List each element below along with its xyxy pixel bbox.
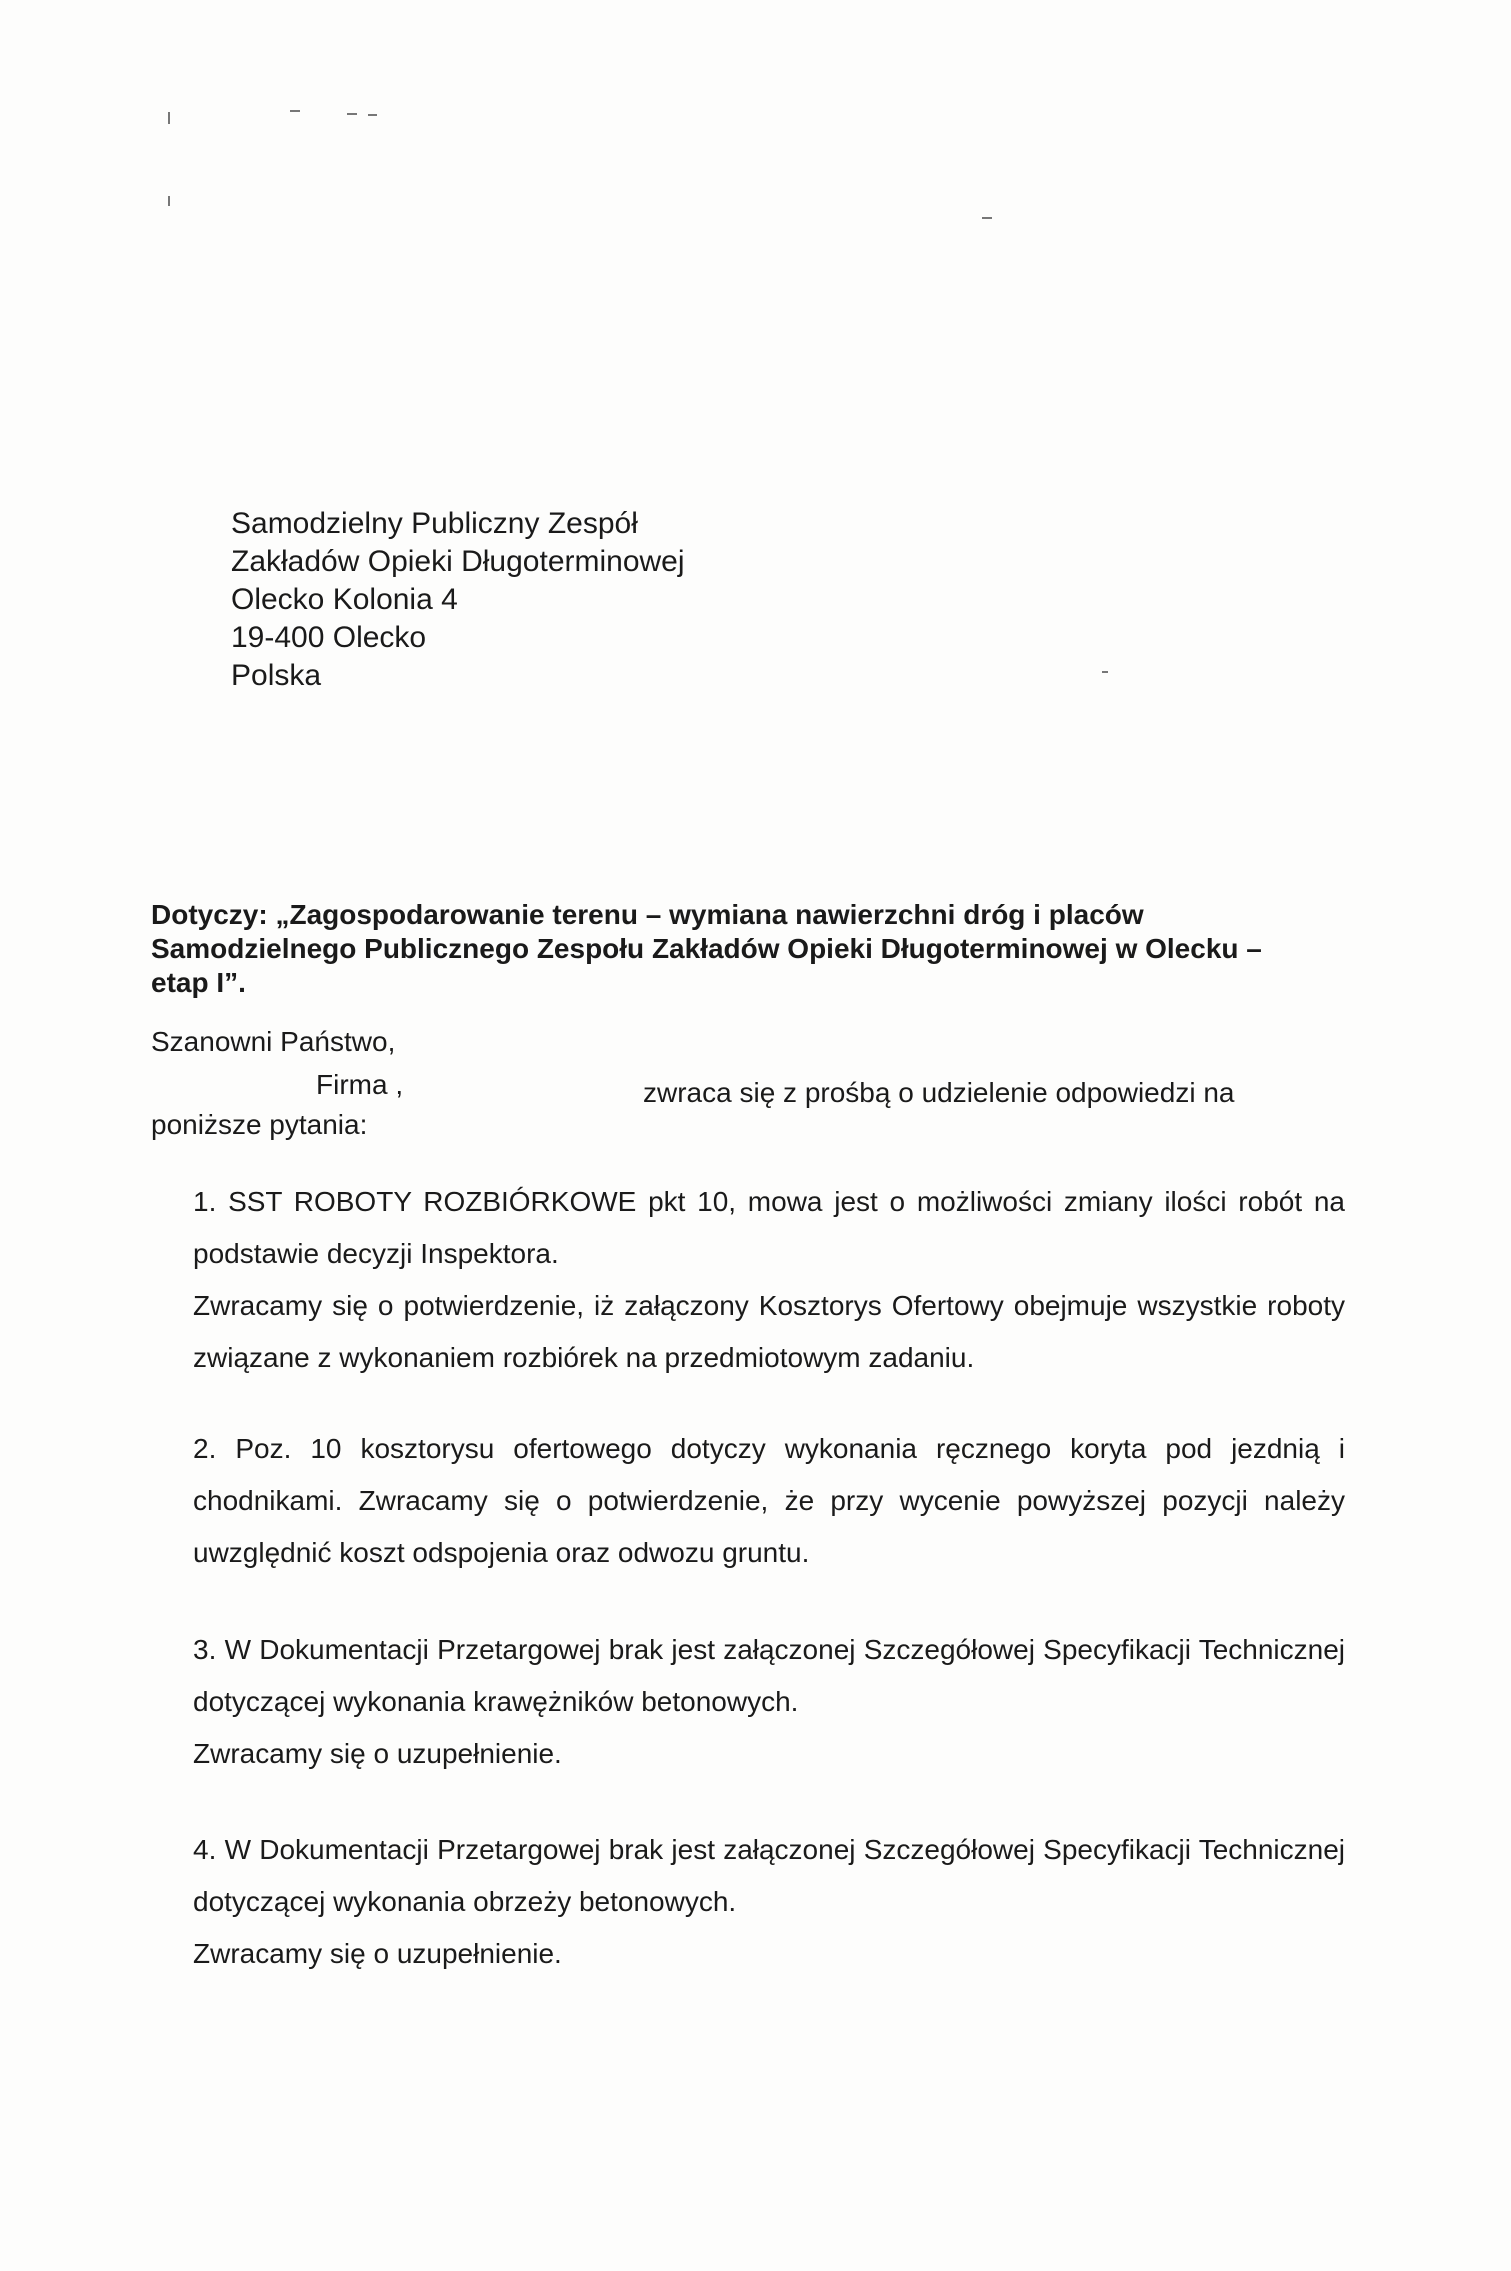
salutation: Szanowni Państwo,: [151, 1026, 396, 1057]
company-name: Firma ,: [316, 1069, 404, 1100]
question-1: [193, 1176, 1345, 1384]
question-text: Zwracamy się o uzupełnienie.: [193, 1938, 562, 1969]
recipient-line: Olecko Kolonia 4: [231, 583, 458, 616]
recipient-address: [231, 505, 685, 695]
question-text: 3. W Dokumentacji Przetargowej brak jest załączonej Szczegółowej Specyfikacji Technicznej dotyczącej wykonania krawężników betonowych.: [193, 1634, 1345, 1717]
recipient-line: Polska: [231, 659, 322, 692]
scan-speck: [347, 113, 357, 115]
recipient-line: 19-400 Olecko: [231, 621, 427, 654]
scan-speck: [1102, 671, 1108, 673]
recipient-line: Zakładów Opieki Długoterminowej: [231, 545, 685, 578]
question-text: 1. SST ROBOTY ROZBIÓRKOWE pkt 10, mowa jest o możliwości zmiany ilości robót na podstawie decyzji Inspektora.: [193, 1186, 1345, 1269]
recipient-line: Samodzielny Publiczny Zespół: [231, 507, 638, 540]
subject-line: Dotyczy: „Zagospodarowanie terenu – wymiana nawierzchni dróg i placów Samodzielnego Publicznego Zespołu Zakładów Opieki Długoterminowej w Olecku – etap I”.: [151, 899, 1262, 998]
question-text: 4. W Dokumentacji Przetargowej brak jest załączonej Szczegółowej Specyfikacji Technicznej dotyczącej wykonania obrzeży betonowych.: [193, 1834, 1345, 1917]
question-text: Zwracamy się o uzupełnienie.: [193, 1738, 562, 1769]
scan-speck: [168, 112, 170, 124]
question-4: [193, 1824, 1345, 1980]
scan-speck: [290, 110, 300, 112]
request-text-continued: poniższe pytania:: [151, 1109, 368, 1140]
question-text: 2. Poz. 10 kosztorysu ofertowego dotyczy wykonania ręcznego koryta pod jezdnią i chodnikami. Zwracamy się o potwierdzenie, że przy wycenie powyższej pozycji należy uwzględnić koszt odspojenia oraz odwozu gruntu.: [193, 1433, 1345, 1568]
scan-speck: [368, 114, 377, 116]
question-2: [193, 1423, 1345, 1579]
scan-speck: [982, 217, 992, 219]
question-text: Zwracamy się o potwierdzenie, iż załączony Kosztorys Ofertowy obejmuje wszystkie roboty związane z wykonaniem rozbiórek na przedmiotowym zadaniu.: [193, 1290, 1345, 1373]
scan-speck: [168, 196, 170, 206]
question-3: [193, 1624, 1345, 1780]
request-text: zwraca się z prośbą o udzielenie odpowiedzi na: [643, 1077, 1235, 1108]
